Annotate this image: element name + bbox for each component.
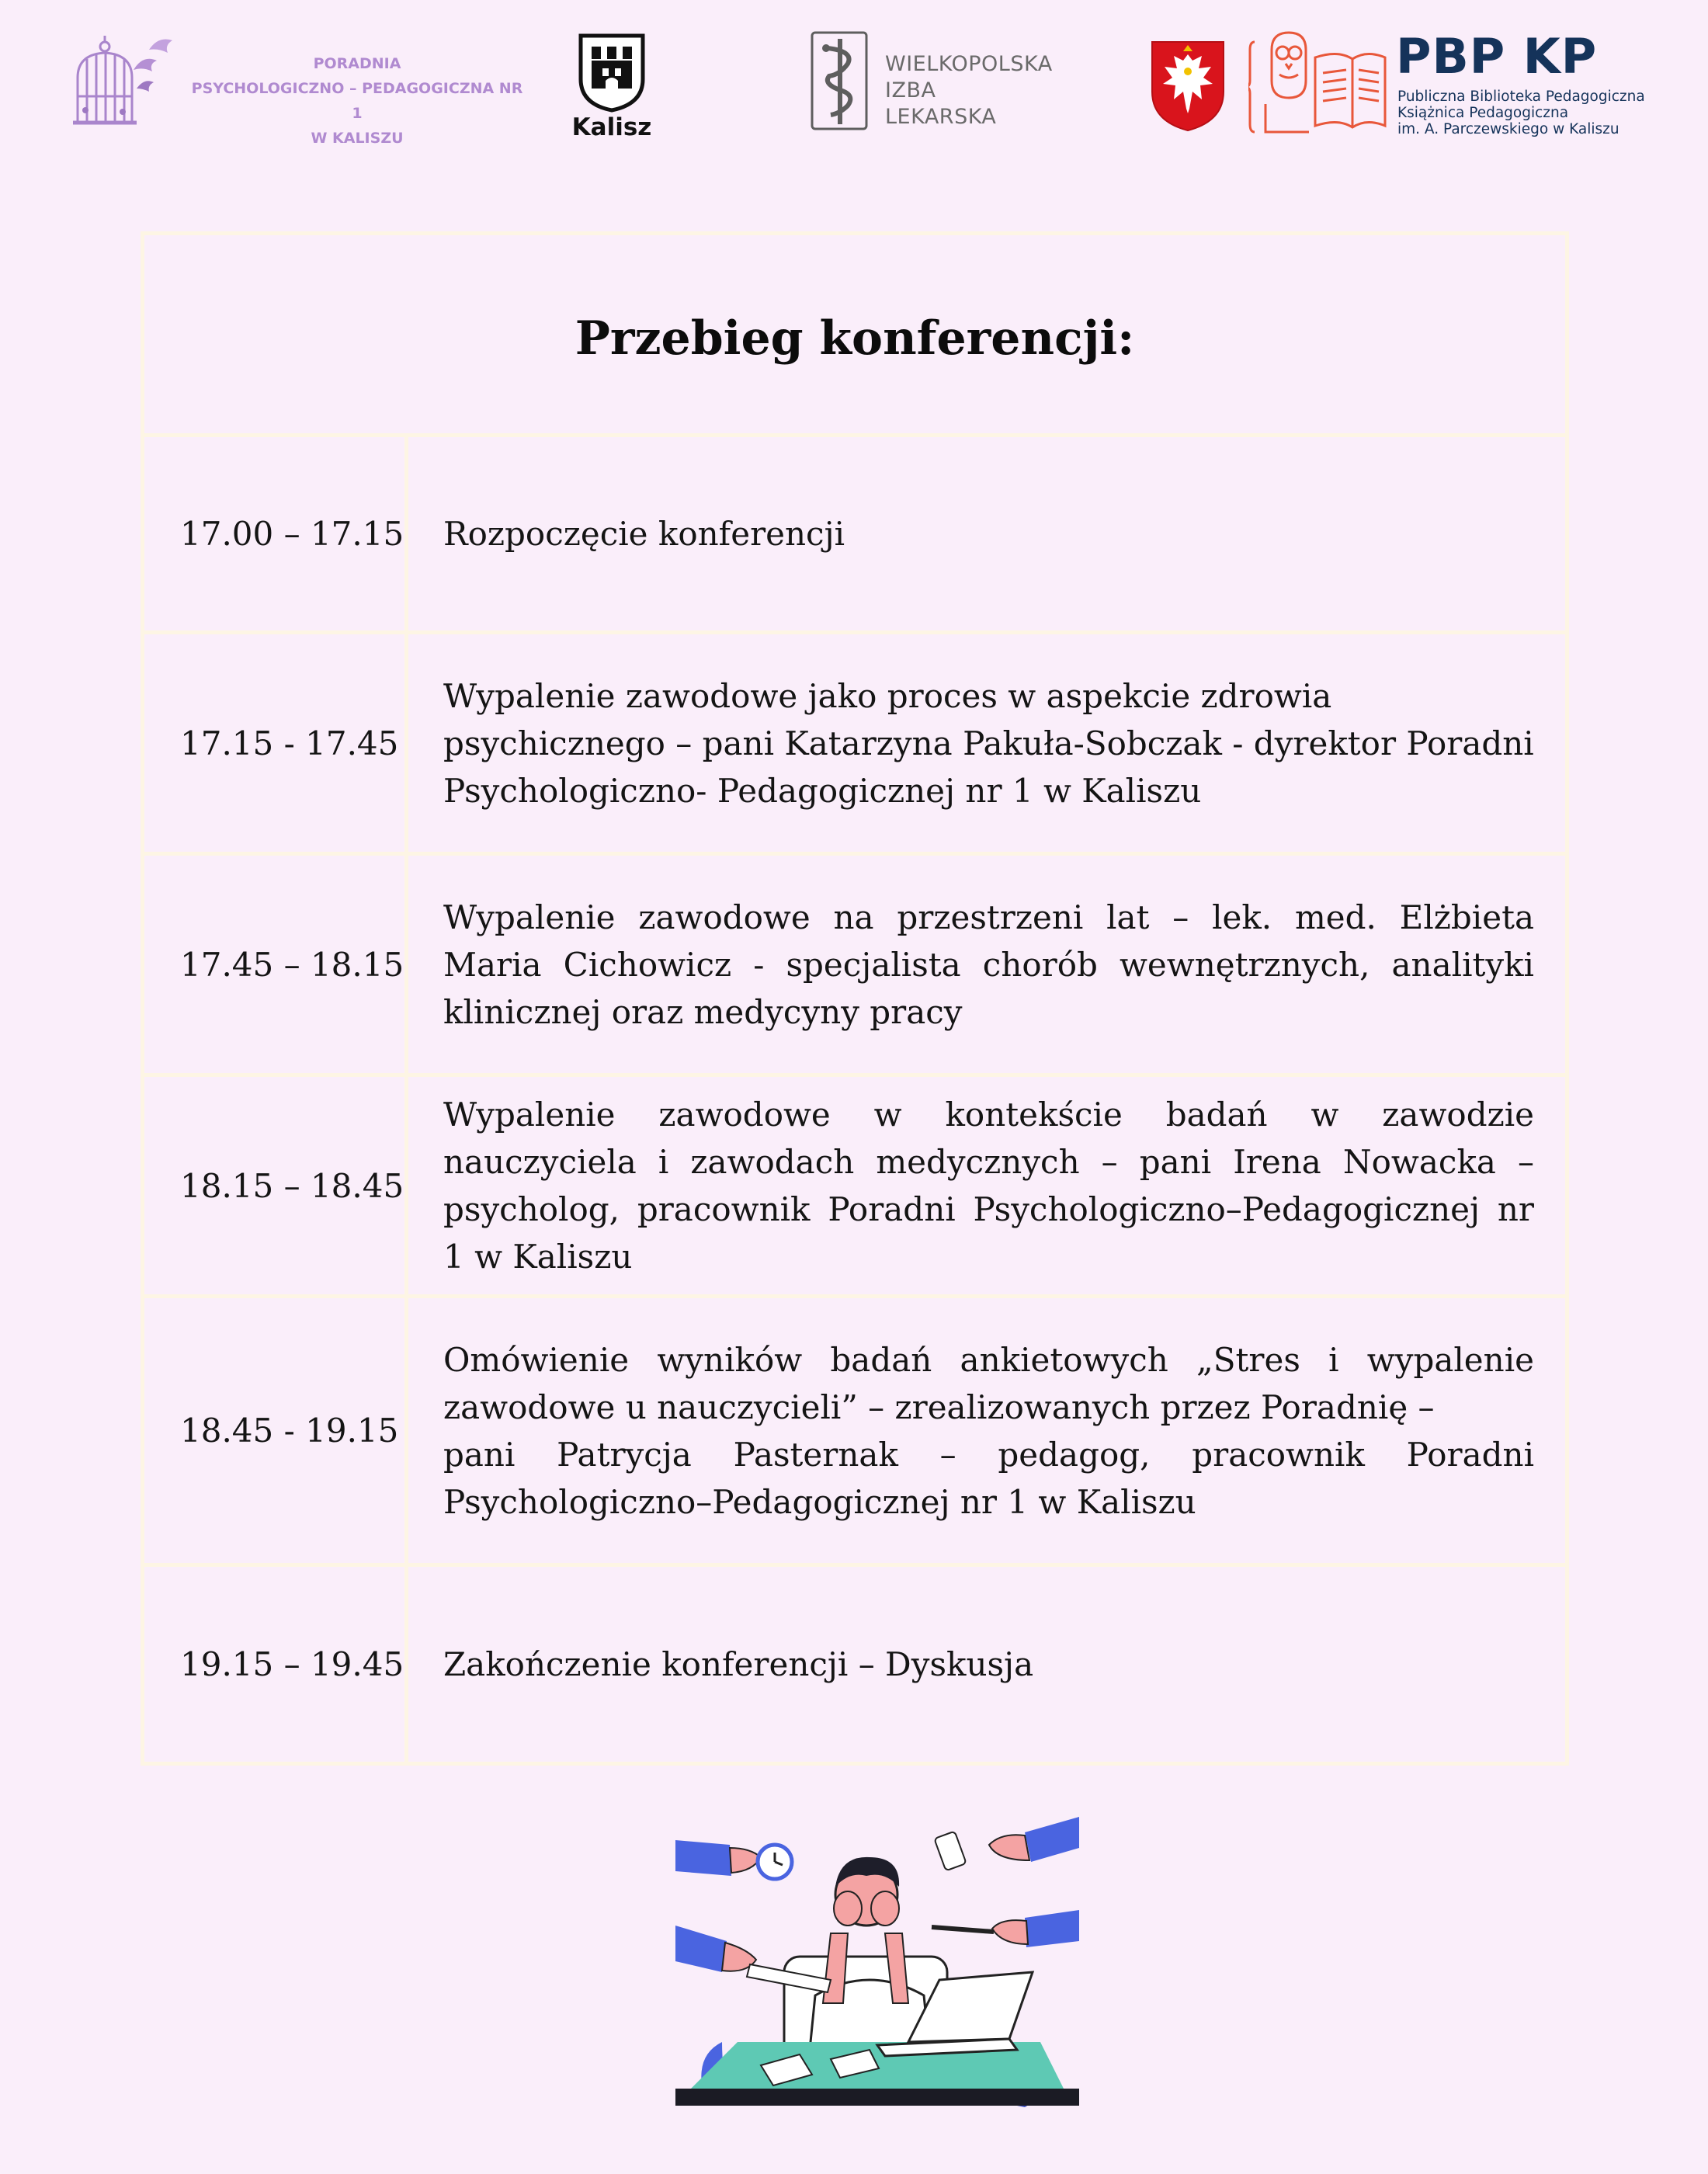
row-time: 19.15 – 19.45 (144, 1567, 408, 1762)
row-time: 17.45 – 18.15 (144, 856, 408, 1073)
row-description-cell (412, 1298, 1565, 1563)
izba-lekarska-name (885, 51, 1053, 130)
row-description-cell (412, 856, 1565, 1073)
programme-title-cell (144, 235, 1565, 437)
izba-lekarska-logo (807, 28, 1064, 144)
programme-row (144, 1077, 1565, 1298)
izba-line-2: IZBA (885, 78, 936, 102)
owl-book-icon (1248, 26, 1388, 143)
row-description: Zakończenie konferencji – Dyskusja (443, 1645, 1034, 1683)
row-time: 17.15 - 17.45 (144, 634, 408, 852)
row-description: Wypalenie zawodowe jako proces w aspekcie zdrowia psychicznego – pani Katarzyna Pakuła-Sobczak - dyrektor Poradni Psychologiczno- Pedagogicznej nr 1 w Kaliszu (443, 676, 1534, 810)
programme-row (144, 437, 1565, 634)
izba-line-3: LEKARSKA (885, 105, 997, 129)
row-time: 18.45 - 19.15 (144, 1298, 408, 1563)
programme-row (144, 856, 1565, 1077)
pbp-subtitle-line-3: im. A. Parczewskiego w Kaliszu (1397, 121, 1619, 137)
row-time: 17.00 – 17.15 (144, 437, 408, 630)
row-time: 18.15 – 18.45 (144, 1077, 408, 1294)
poradnia-line-1: PORADNIA (313, 55, 401, 72)
poradnia-line-3: W KALISZU (311, 130, 404, 147)
programme-row (144, 1567, 1565, 1762)
izba-line-1: WIELKOPOLSKA (885, 52, 1053, 76)
kalisz-label: Kalisz (571, 113, 652, 141)
wielkopolska-eagle-icon (1149, 37, 1227, 134)
pbp-subtitle (1397, 89, 1661, 137)
poradnia-logo (62, 31, 523, 147)
programme-title: Przebieg konferencji: (575, 311, 1135, 366)
row-description: Wypalenie zawodowe w kontekście badań w zawodzie nauczyciela i zawodach medycznych – pani Irena Nowacka – psycholog, pracownik Poradni Psychologiczno–Pedagogicznej nr 1 w Kaliszu (443, 1096, 1534, 1276)
row-description-cell (412, 1077, 1565, 1294)
row-description: Omówienie wyników badań ankietowych „Stres i wypalenie zawodowe u nauczycieli” – zrealizowanych przez Poradnię – (443, 1340, 1534, 1426)
stressed-worker-illustration (675, 1809, 1079, 2143)
birdcage-logo-icon (62, 31, 179, 132)
poradnia-name (186, 51, 528, 151)
row-description-cell (412, 634, 1565, 852)
poradnia-line-2: PSYCHOLOGICZNO – PEDAGOGICZNA NR 1 (191, 80, 523, 122)
kalisz-crest-icon (565, 33, 658, 113)
pbp-subtitle-line-1: Publiczna Biblioteka Pedagogiczna (1397, 89, 1645, 105)
programme-row (144, 1298, 1565, 1567)
caduceus-icon (807, 28, 877, 137)
programme-table (141, 231, 1569, 1766)
pbp-title: PBP KP (1396, 28, 1598, 85)
row-description: Rozpoczęcie konferencji (443, 515, 845, 553)
row-description-cell (412, 437, 1565, 630)
row-description-continued: pani Patrycja Pasternak – pedagog, pracownik Poradni Psychologiczno–Pedagogicznej nr 1 w Kaliszu (443, 1435, 1534, 1521)
pbp-subtitle-line-2: Książnica Pedagogiczna (1397, 105, 1569, 121)
programme-row (144, 634, 1565, 856)
row-description: Wypalenie zawodowe na przestrzeni lat – lek. med. Elżbieta Maria Cichowicz - specjalista chorób wewnętrznych, analityki klinicznej oraz medycyny pracy (443, 898, 1534, 1031)
pbp-kp-logo (1248, 26, 1652, 143)
logo-header (0, 0, 1708, 171)
kalisz-logo (565, 33, 658, 149)
wielkopolska-coat-of-arms (1149, 37, 1227, 134)
row-description-cell (412, 1567, 1565, 1762)
